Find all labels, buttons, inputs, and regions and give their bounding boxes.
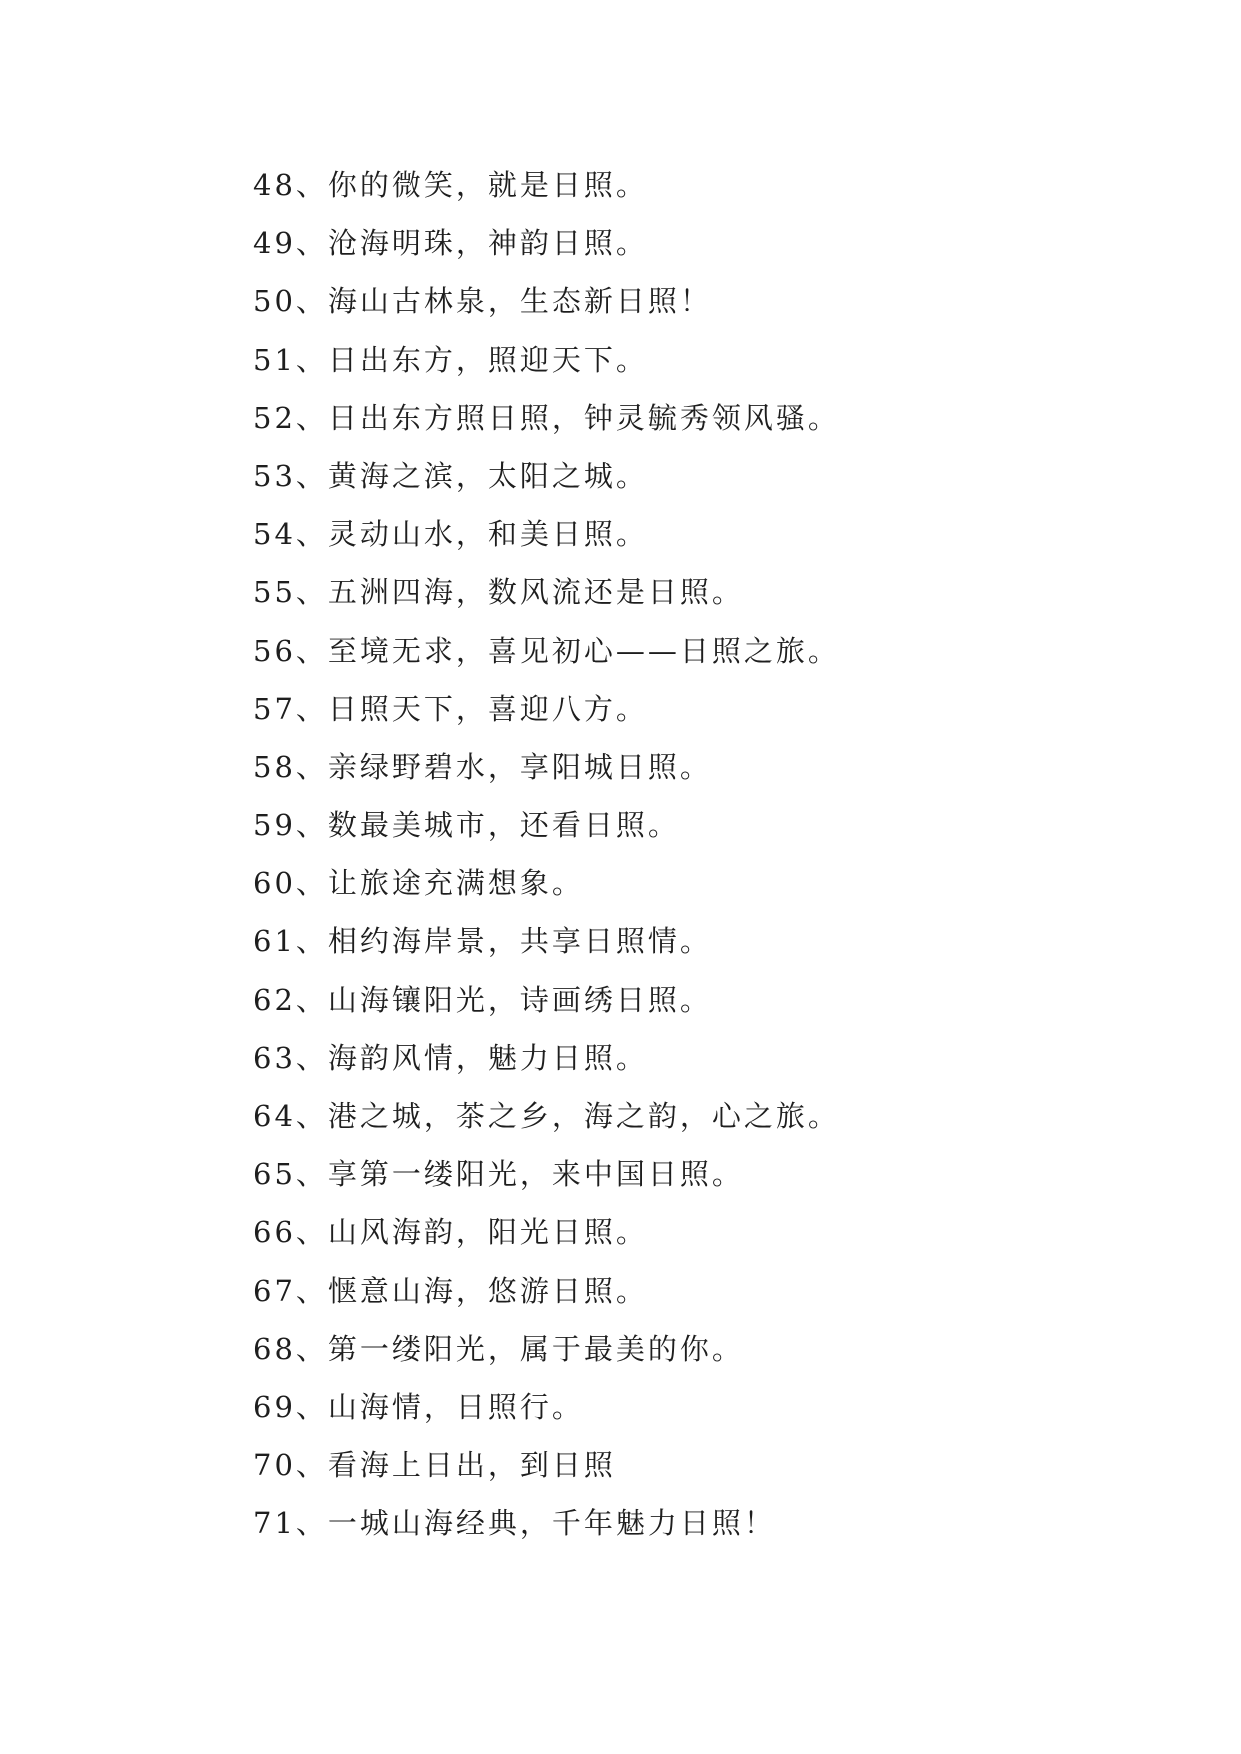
list-item: 64、港之城，茶之乡，海之韵，心之旅。 <box>253 1099 840 1133</box>
list-item: 53、黄海之滨，太阳之城。 <box>253 458 648 493</box>
slogan-list <box>253 156 840 1553</box>
list-item: 70、看海上日出，到日照 <box>253 1448 616 1483</box>
list-item: 63、海韵风情，魅力日照。 <box>253 1040 648 1075</box>
list-item: 59、数最美城市，还看日照。 <box>253 808 680 843</box>
list-item: 57、日照天下，喜迎八方。 <box>253 691 648 726</box>
list-item: 58、亲绿野碧水，享阳城日照。 <box>253 749 712 784</box>
list-item: 66、山风海韵，阳光日照。 <box>253 1215 648 1250</box>
list-item: 50、海山古林泉，生态新日照！ <box>253 284 712 319</box>
list-item: 61、相约海岸景，共享日照情。 <box>253 924 712 959</box>
list-item: 54、灵动山水，和美日照。 <box>253 517 648 552</box>
list-item: 52、日出东方照日照，钟灵毓秀领风骚。 <box>253 400 840 435</box>
list-item: 69、山海情，日照行。 <box>253 1389 584 1424</box>
list-item: 48、你的微笑，就是日照。 <box>253 168 648 202</box>
list-item: 55、五洲四海，数风流还是日照。 <box>253 575 744 610</box>
list-item: 51、日出东方，照迎天下。 <box>253 342 648 377</box>
list-item: 49、沧海明珠，神韵日照。 <box>253 226 648 261</box>
list-item: 67、惬意山海，悠游日照。 <box>253 1273 648 1308</box>
list-item: 56、至境无求，喜见初心——日照之旅。 <box>253 633 840 668</box>
list-item: 71、一城山海经典，千年魅力日照！ <box>253 1506 776 1541</box>
list-item: 68、第一缕阳光，属于最美的你。 <box>253 1331 744 1366</box>
list-item: 60、让旅途充满想象。 <box>253 866 584 901</box>
list-item: 65、享第一缕阳光，来中国日照。 <box>253 1157 744 1192</box>
list-item: 62、山海镶阳光，诗画绣日照。 <box>253 982 712 1017</box>
